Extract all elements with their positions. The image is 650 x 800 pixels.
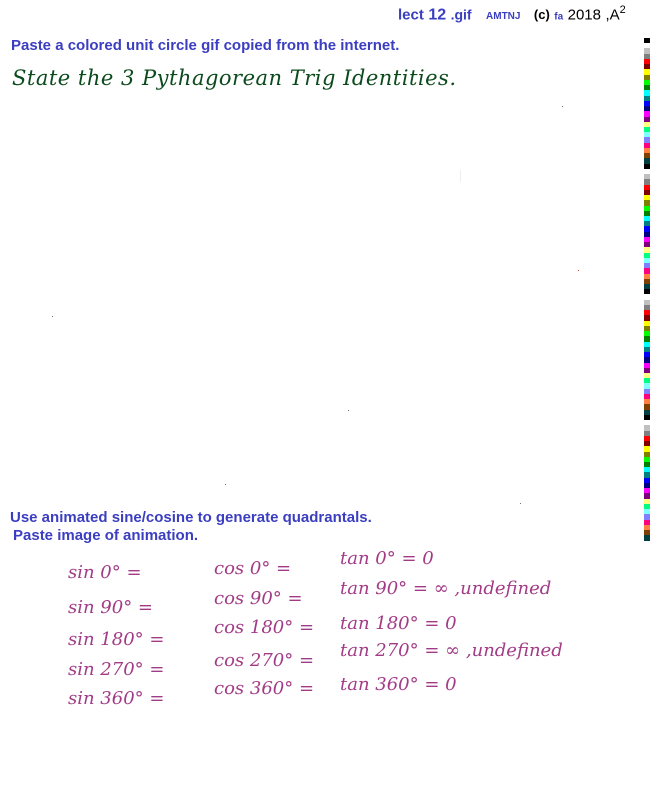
header-superscript: 2	[619, 4, 626, 16]
cos-90: cos 90° =	[214, 588, 303, 609]
header-author: fa	[554, 11, 564, 23]
tan-180: tan 180° = 0	[340, 613, 457, 634]
tan-360: tan 360° = 0	[340, 674, 457, 695]
instruction-paste-animation: Paste image of animation.	[13, 527, 199, 544]
speck	[520, 503, 521, 504]
header	[398, 4, 626, 26]
header-copyright: (c)	[533, 7, 550, 23]
tan-90: tan 90° = ∞ ,undefined	[340, 578, 552, 599]
sin-270: sin 270° =	[68, 659, 165, 680]
speck	[460, 170, 461, 182]
palette-swatch	[644, 535, 650, 540]
speck	[562, 106, 563, 107]
sin-180: sin 180° =	[68, 629, 165, 650]
cos-270: cos 270° =	[214, 650, 315, 671]
cos-180: cos 180° =	[214, 617, 315, 638]
cos-360: cos 360° =	[214, 678, 315, 699]
speck	[578, 270, 579, 271]
instruction-unit-circle: Paste a colored unit circle gif copied from the internet.	[11, 37, 400, 54]
sin-360: sin 360° =	[68, 688, 165, 709]
header-year: 2018	[567, 6, 601, 24]
speck	[52, 316, 53, 317]
instruction-quadrantals: Use animated sine/cosine to generate quadrantals.	[10, 509, 372, 526]
tan-0: tan 0° = 0	[340, 548, 434, 569]
tan-270: tan 270° = ∞ ,undefined	[340, 640, 563, 661]
color-palette-strip	[644, 38, 650, 540]
speck	[225, 484, 226, 485]
sin-90: sin 90° =	[68, 597, 154, 618]
header-ext: .gif	[450, 6, 472, 23]
header-suffix: ,A	[605, 6, 620, 24]
cos-0: cos 0° =	[214, 558, 292, 579]
header-lect: lect	[398, 6, 424, 24]
speck	[348, 410, 349, 411]
header-org: AMTNJ	[486, 11, 521, 23]
sin-0: sin 0° =	[68, 562, 142, 583]
header-number: 12	[428, 6, 447, 24]
handwritten-pythagorean-prompt: State the 3 Pythagorean Trig Identities.	[12, 66, 457, 90]
